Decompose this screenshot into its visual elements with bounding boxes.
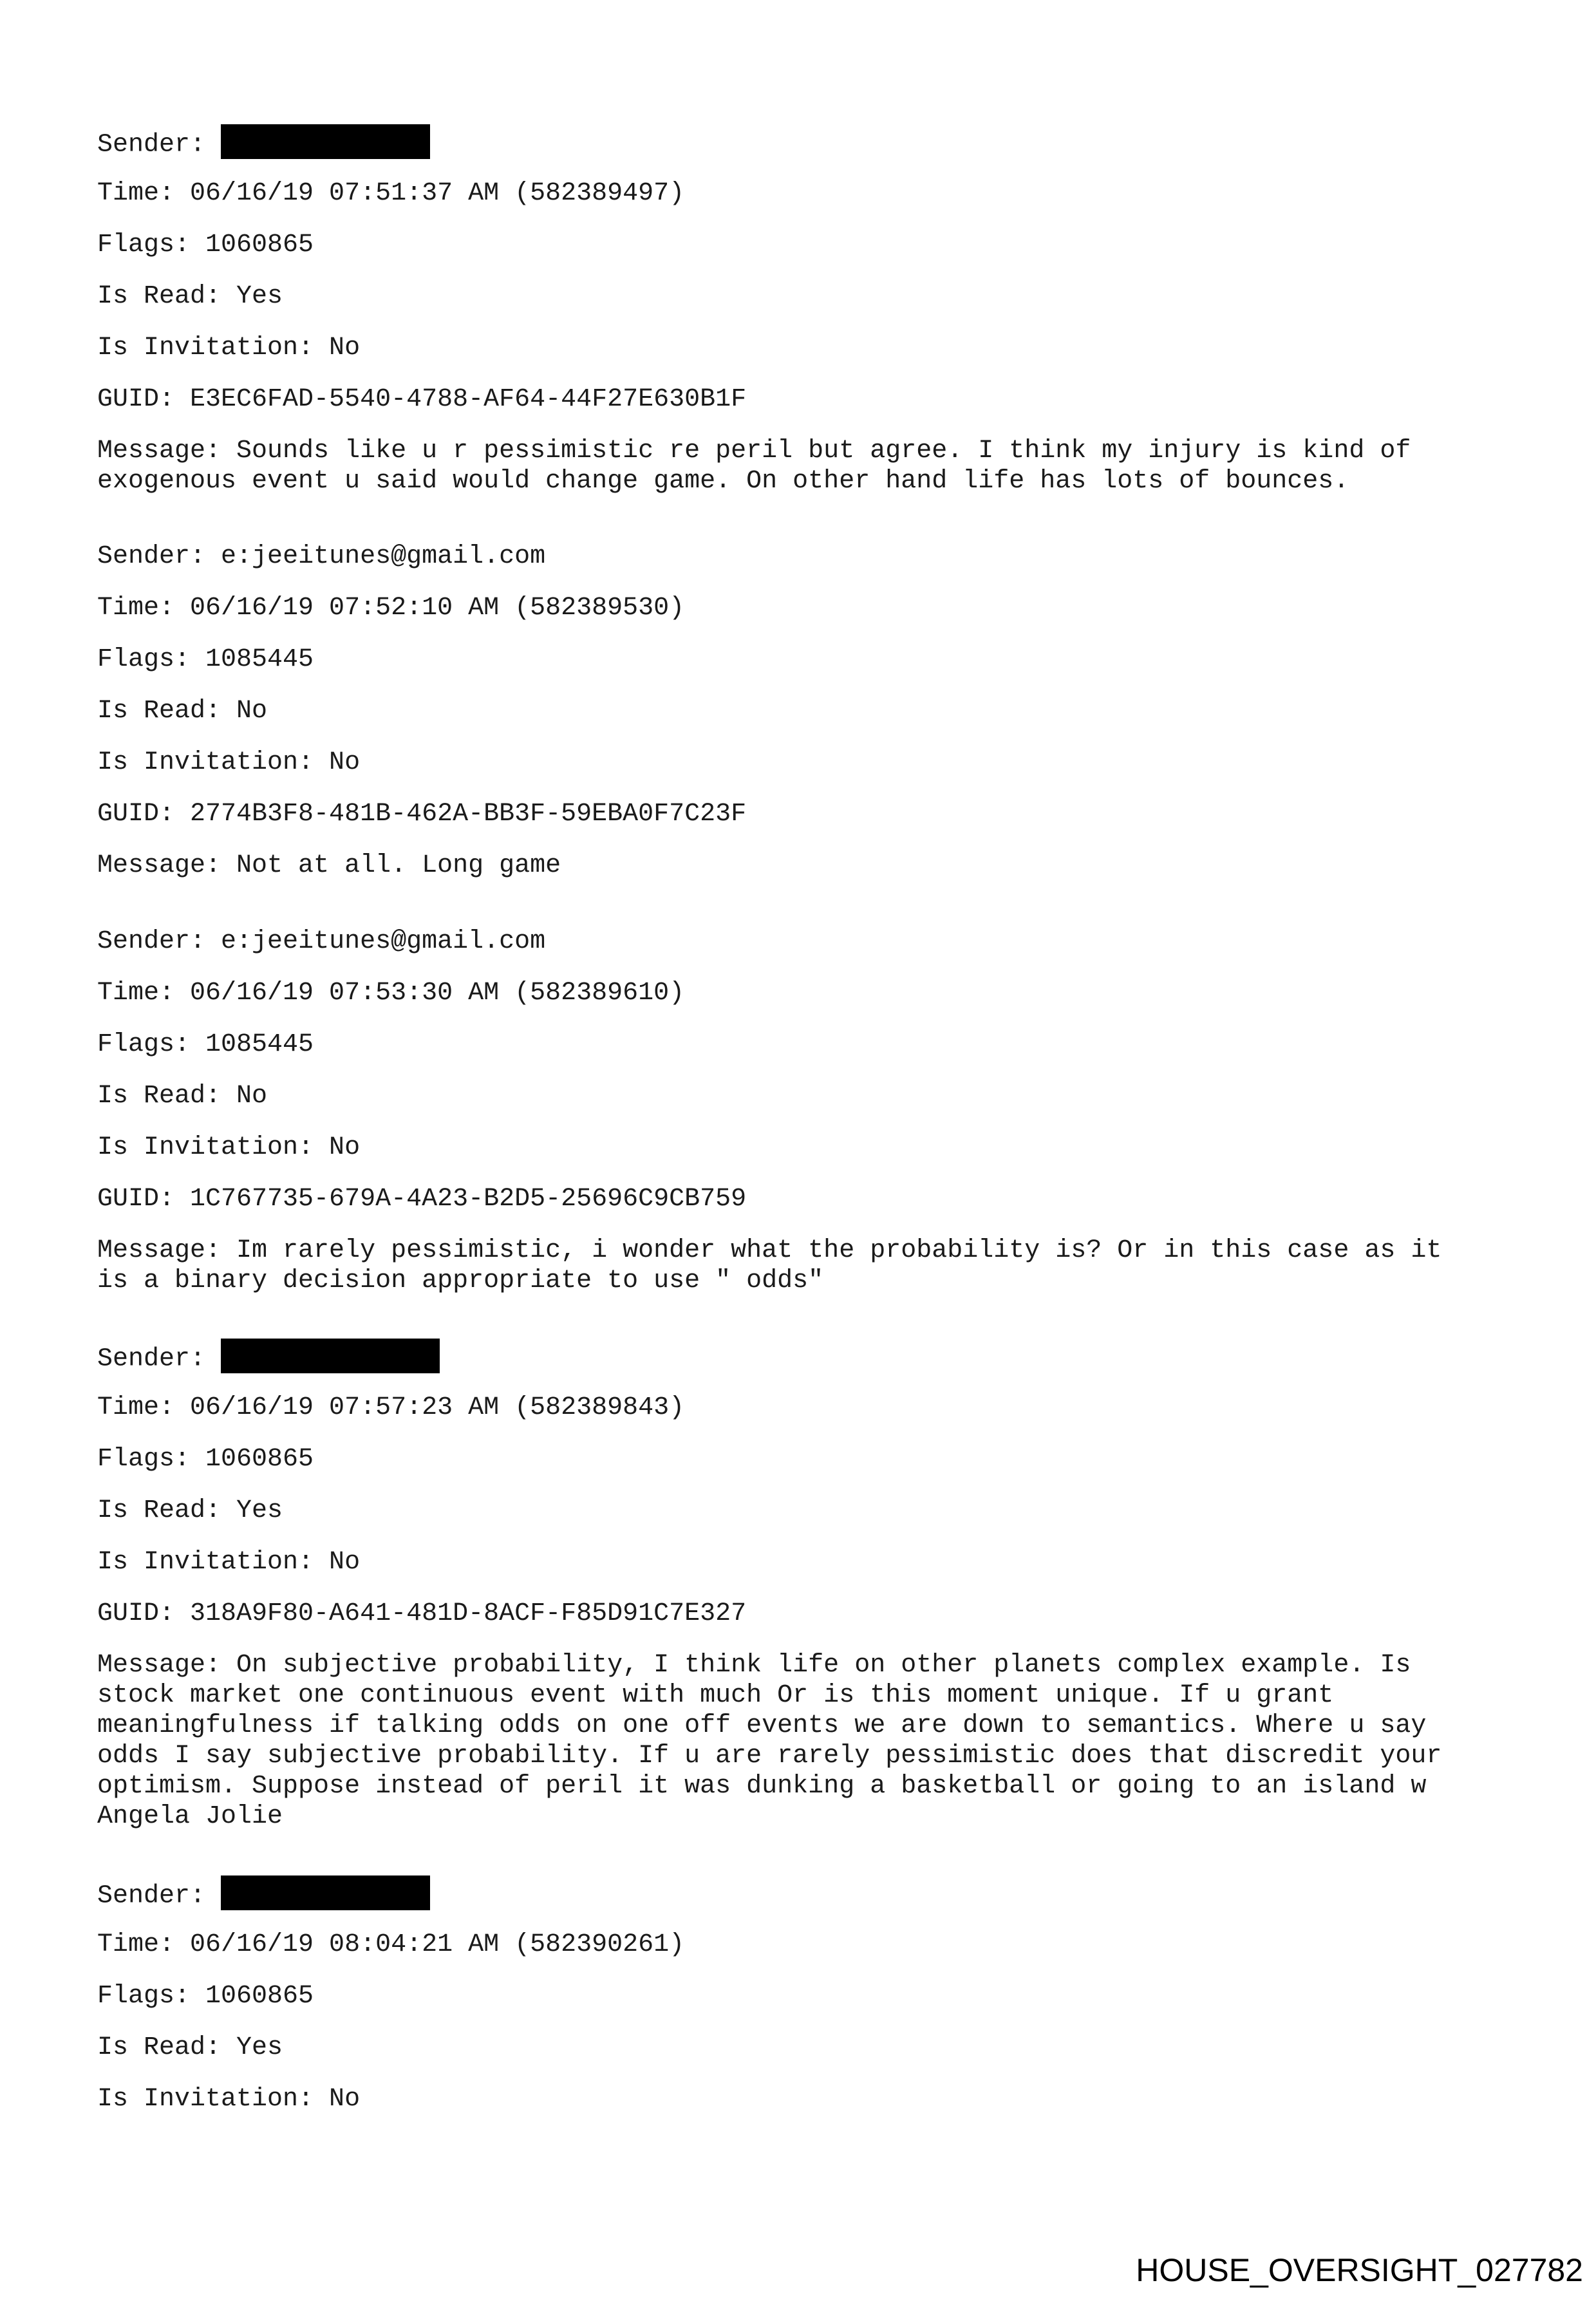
message-text: Message: Not at all. Long game [97, 851, 561, 880]
redaction-box [221, 1875, 430, 1910]
message-text: Message: On subjective probability, I think life on other planets complex example. Is stock market one continuous event with much Or is this moment unique. If u grant meaningfulness if talking odds on one off events we are down to semantics. Where u say odds I say subjective probability. If u are rarely pessimistic does that discredit your optimism. Suppose instead of peril it was dunking a basketball or going to an island w Angela Jolie [97, 1651, 1442, 1831]
is-invitation-line: Is Invitation: No [97, 1548, 361, 1577]
flags-line: Flags: 1060865 [97, 1445, 314, 1474]
sender-label: Sender: [97, 542, 206, 571]
is-invitation-line: Is Invitation: No [97, 748, 361, 777]
is-read-line: Is Read: Yes [97, 282, 283, 311]
time-line: Time: 06/16/19 07:52:10 AM (582389530) [97, 594, 685, 623]
sender-label: Sender: [97, 1881, 206, 1911]
message-text: Message: Im rarely pessimistic, i wonder what the probability is? Or in this case as it is a binary decision appropriate to use " odds" [97, 1236, 1442, 1295]
guid-line: GUID: 318A9F80-A641-481D-8ACF-F85D91C7E327 [97, 1599, 747, 1628]
sender-value: e:jeeitunes@gmail.com [221, 542, 546, 571]
flags-line: Flags: 1060865 [97, 230, 314, 259]
guid-line: GUID: 1C767735-679A-4A23-B2D5-25696C9CB759 [97, 1185, 747, 1214]
time-line: Time: 06/16/19 07:51:37 AM (582389497) [97, 179, 685, 208]
sender-line [97, 1878, 430, 1913]
is-read-line: Is Read: No [97, 697, 268, 726]
is-invitation-line: Is Invitation: No [97, 334, 361, 362]
is-invitation-line: Is Invitation: No [97, 2085, 361, 2114]
sender-label: Sender: [97, 130, 206, 160]
flags-line: Flags: 1085445 [97, 645, 314, 674]
redaction-box [221, 1339, 440, 1373]
time-line: Time: 06/16/19 07:53:30 AM (582389610) [97, 979, 685, 1008]
sender-label: Sender: [97, 927, 206, 956]
is-invitation-line: Is Invitation: No [97, 1133, 361, 1162]
sender-label: Sender: [97, 1344, 206, 1374]
guid-line: GUID: 2774B3F8-481B-462A-BB3F-59EBA0F7C23F [97, 800, 747, 829]
is-read-line: Is Read: Yes [97, 2033, 283, 2062]
time-line: Time: 06/16/19 07:57:23 AM (582389843) [97, 1393, 685, 1422]
flags-line: Flags: 1060865 [97, 1982, 314, 2011]
is-read-line: Is Read: No [97, 1082, 268, 1111]
sender-line [97, 1341, 440, 1376]
time-line: Time: 06/16/19 08:04:21 AM (582390261) [97, 1930, 685, 1959]
is-read-line: Is Read: Yes [97, 1496, 283, 1525]
guid-line: GUID: E3EC6FAD-5540-4788-AF64-44F27E630B1F [97, 385, 747, 414]
flags-line: Flags: 1085445 [97, 1030, 314, 1059]
sender-value: e:jeeitunes@gmail.com [221, 927, 546, 956]
sender-line [97, 541, 545, 572]
sender-line [97, 926, 545, 957]
bates-number: HOUSE_OVERSIGHT_027782 [1136, 2252, 1583, 2288]
redaction-box [221, 124, 430, 159]
message-text: Message: Sounds like u r pessimistic re peril but agree. I think my injury is kind of exogenous event u said would change game. On other hand life has lots of bounces. [97, 437, 1411, 496]
sender-line [97, 127, 430, 162]
